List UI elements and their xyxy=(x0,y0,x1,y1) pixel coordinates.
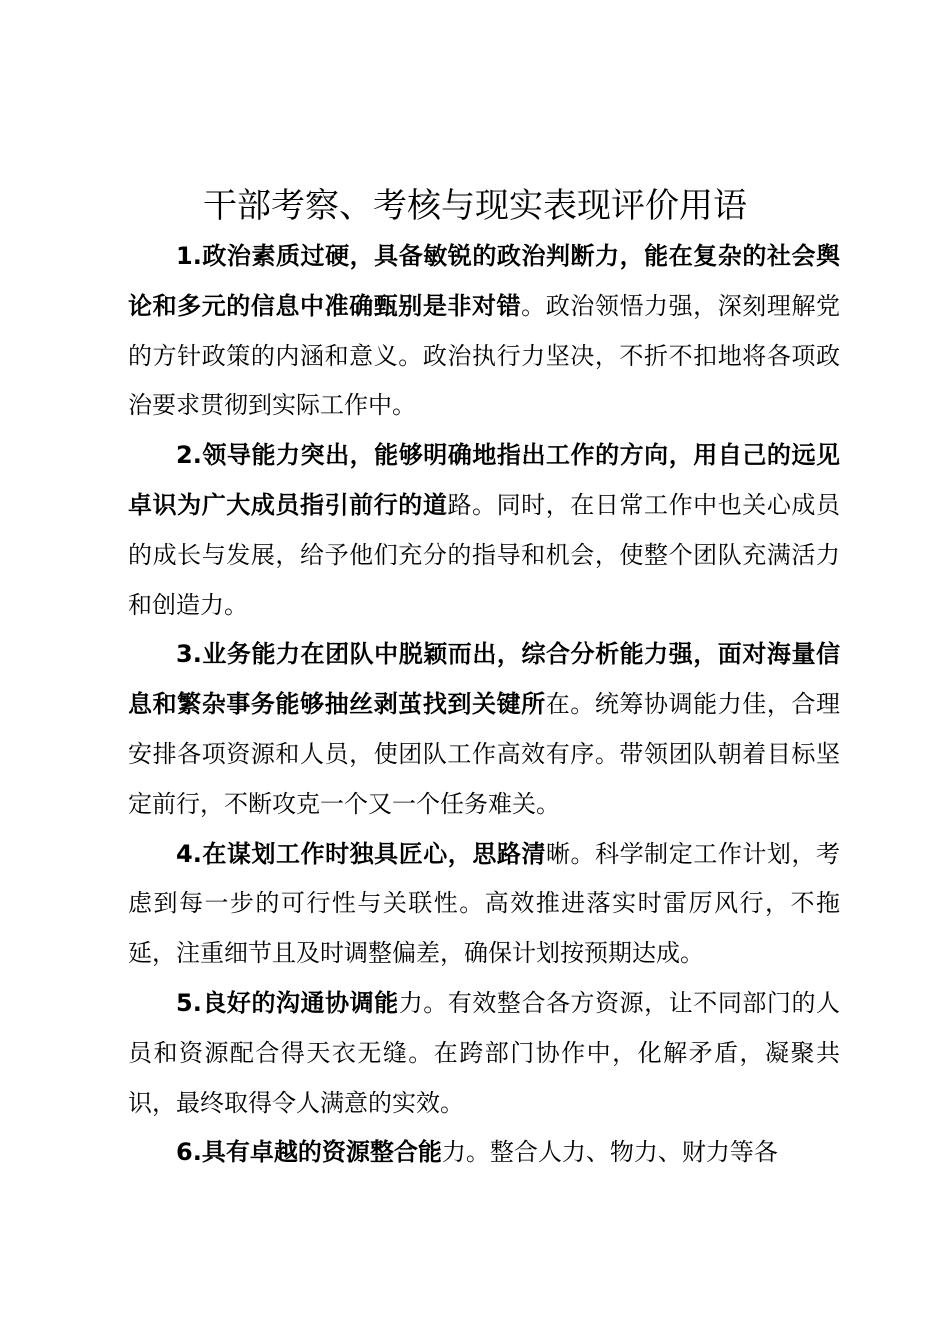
paragraph-lead: 2.领导能力突出，能够明确地指出工作的方向，用自己的远见卓识为广大成员指引前行的道 xyxy=(128,441,840,519)
paragraph-text: 在。统筹协调能力佳，合理安排各项资源和人员，使团队工作高效有序。带领团队朝着目标坚定前行，不断攻克一个又一个任务难关。 xyxy=(128,690,841,818)
paragraph-text: 。政治领悟力强，深刻理解党的方针政策的内涵和意义。政治执行力坚决，不折不扣地将各项政治要求贯彻到实际工作中。 xyxy=(128,291,841,420)
paragraph-lead: 1.政治素质过硬，具备敏锐的政治判断力，能在复杂的社会舆论和多元的信息中准确甄别是非对错 xyxy=(128,242,840,320)
paragraph-2 xyxy=(128,431,840,630)
paragraph-text: 路。同时，在日常工作中也关心成员的成长与发展，给予他们充分的指导和机会，使整个团队充满活力和创造力。 xyxy=(128,490,841,619)
paragraph-text: 力。整合人力、物力、财力等各 xyxy=(441,1138,778,1167)
paragraph-3 xyxy=(128,630,840,829)
document-title: 干部考察、考核与现实表现评价用语 xyxy=(203,186,747,226)
paragraph-text: 晰。科学制定工作计划，考虑到每一步的可行性与关联性。高效推进落实时雷厉风行，不拖延，注重细节且及时调整偏差，确保计划按预期达成。 xyxy=(128,839,840,968)
paragraph-5 xyxy=(128,979,840,1128)
paragraph-lead: 5.良好的沟通协调能 xyxy=(176,988,399,1017)
paragraph-lead: 6.具有卓越的资源整合能 xyxy=(176,1138,442,1167)
paragraph-text: 力。有效整合各方资源，让不同部门的人员和资源配合得天衣无缝。在跨部门协作中，化解矛盾，凝聚共识，最终取得令人满意的实效。 xyxy=(128,988,840,1117)
paragraph-6 xyxy=(128,1128,840,1178)
paragraph-lead: 4.在谋划工作时独具匠心，思路清 xyxy=(176,839,546,868)
paragraph-1 xyxy=(128,232,840,431)
paragraph-4 xyxy=(128,830,840,979)
paragraph-lead: 3.业务能力在团队中脱颖而出，综合分析能力强，面对海量信息和繁杂事务能够抽丝剥茧找到关键所 xyxy=(128,640,840,719)
document-body xyxy=(128,232,840,1178)
